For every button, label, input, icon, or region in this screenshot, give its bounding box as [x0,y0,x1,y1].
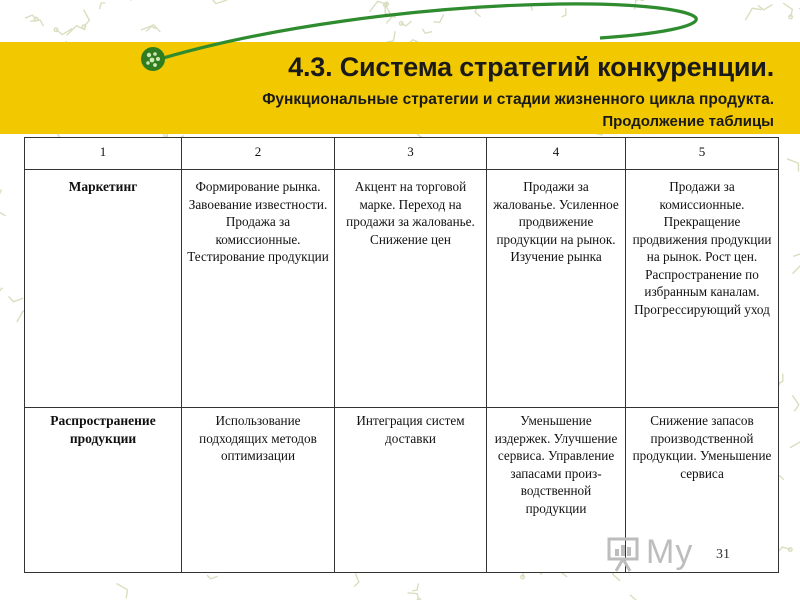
pattern-glyph [9,296,24,301]
table-cell: Интеграция систем доставки [335,408,487,573]
column-number: 4 [487,138,626,170]
pattern-glyph [630,595,637,600]
strategy-table [24,137,779,573]
pattern-glyph [0,189,1,201]
row-label: Распространение продукции [25,408,182,573]
table-row-marketing [25,170,779,408]
pattern-glyph [793,253,800,259]
row-label: Маркетинг [25,170,182,408]
pattern-glyph [787,159,799,172]
strategy-table-container [24,137,778,573]
pattern-glyph [792,395,798,411]
presentation-board-icon [606,535,642,573]
table-continuation-label: Продолжение таблицы [602,113,774,130]
pattern-glyph [412,583,418,590]
table-header-row [25,138,779,170]
table-cell: Продажи за жалованье. Усиленное продвижение продукции на рынок. Изучение рынка [487,170,626,408]
watermark-text: My [646,533,694,571]
column-number: 3 [335,138,487,170]
column-number: 5 [626,138,779,170]
page-number: 31 [716,547,730,562]
table-cell: Уменьшение издержек. Улучшение сервиса. Управление запасами произ-водственной продукции [487,408,626,573]
column-number: 2 [182,138,335,170]
pattern-glyph [790,442,800,448]
pattern-glyph [792,266,800,274]
table-cell: Использование подходящих методов оптимизации [182,408,335,573]
table-cell: Акцент на торговой марке. Переход на продажи за жалованье. Снижение цен [335,170,487,408]
pattern-glyph [354,573,359,586]
table-cell: Формирование рынка. Завоевание известности. Продажа за комиссионные. Тестирование продукции [182,170,335,408]
column-number: 1 [25,138,182,170]
pattern-glyph [117,583,128,598]
page-title: 4.3. Система стратегий конкуренции. [288,52,774,82]
table-cell: Снижение запасов производственной продукции. Уменьшение сервиса [626,408,779,573]
pattern-glyph [0,204,6,215]
table-cell: Продажи за комиссионные. Прекращение продвижения продукции на рынок. Рост цен. Распространение по избранным каналам. Прогрессирующий уход [626,170,779,408]
green-ball-icon [140,46,166,72]
page-subtitle: Функциональные стратегии и стадии жизненного цикла продукта. [262,91,774,108]
pattern-glyph [0,288,2,296]
pattern-glyph [207,575,217,579]
